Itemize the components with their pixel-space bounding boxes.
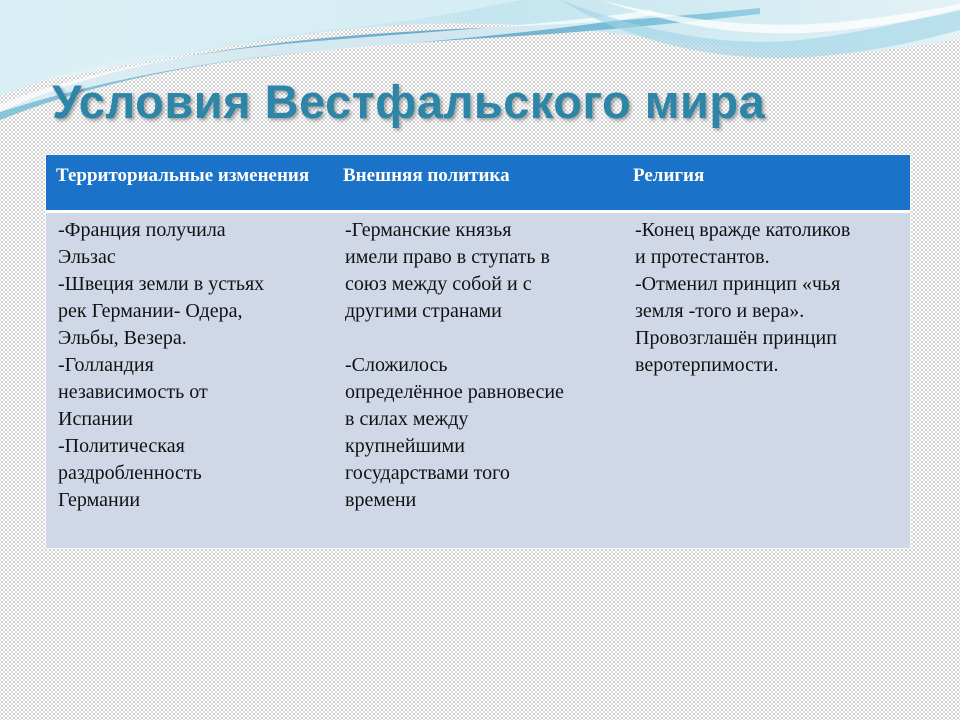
cell-line: Эльзас	[58, 245, 116, 268]
header-religion: Религия	[623, 155, 910, 211]
cell-line: рек Германии- Одера,	[58, 299, 243, 322]
cell-line: определённое равновесие	[345, 380, 564, 403]
cell-foreign-policy	[333, 211, 623, 548]
cell-line: государствами того	[345, 461, 510, 484]
cell-line: земля -того и вера».	[635, 299, 805, 322]
cell-line: в силах между	[345, 407, 469, 430]
header-foreign-policy: Внешняя политика	[333, 155, 623, 211]
cell-line: веротерпимости.	[635, 353, 779, 376]
cell-line-spacer	[345, 325, 615, 352]
cell-line: -Германские князья	[345, 218, 512, 241]
cell-line: Германии	[58, 488, 141, 511]
cell-line: Эльбы, Везера.	[58, 326, 187, 349]
cell-line: имели право в ступать в	[345, 245, 550, 268]
cell-line: крупнейшими	[345, 434, 465, 457]
cell-line: -Отменил принцип «чья	[635, 272, 841, 295]
cell-line: Испании	[58, 407, 134, 430]
cell-line: -Конец вражде католиков	[635, 218, 851, 241]
table-row	[46, 211, 910, 548]
cell-territorial-changes	[46, 211, 333, 548]
conditions-table	[46, 155, 910, 548]
cell-line: -Франция получила	[58, 218, 226, 241]
table-header-row	[46, 155, 910, 211]
header-territorial-changes: Территориальные изменения	[46, 155, 333, 211]
cell-line: -Швеция земли в устьях	[58, 272, 265, 295]
cell-religion	[623, 211, 910, 548]
cell-line: и протестантов.	[635, 245, 770, 268]
cell-line: независимость от	[58, 380, 208, 403]
cell-line: раздробленность	[58, 461, 202, 484]
cell-line: -Сложилось	[345, 353, 448, 376]
slide-title: Условия Вестфальского мира	[52, 75, 766, 128]
cell-line: Провозглашён принцип	[635, 326, 837, 349]
cell-line: другими странами	[345, 299, 502, 322]
cell-line: времени	[345, 488, 417, 511]
cell-line: -Голландия	[58, 353, 154, 376]
cell-line: союз между собой и с	[345, 272, 532, 295]
cell-line: -Политическая	[58, 434, 185, 457]
